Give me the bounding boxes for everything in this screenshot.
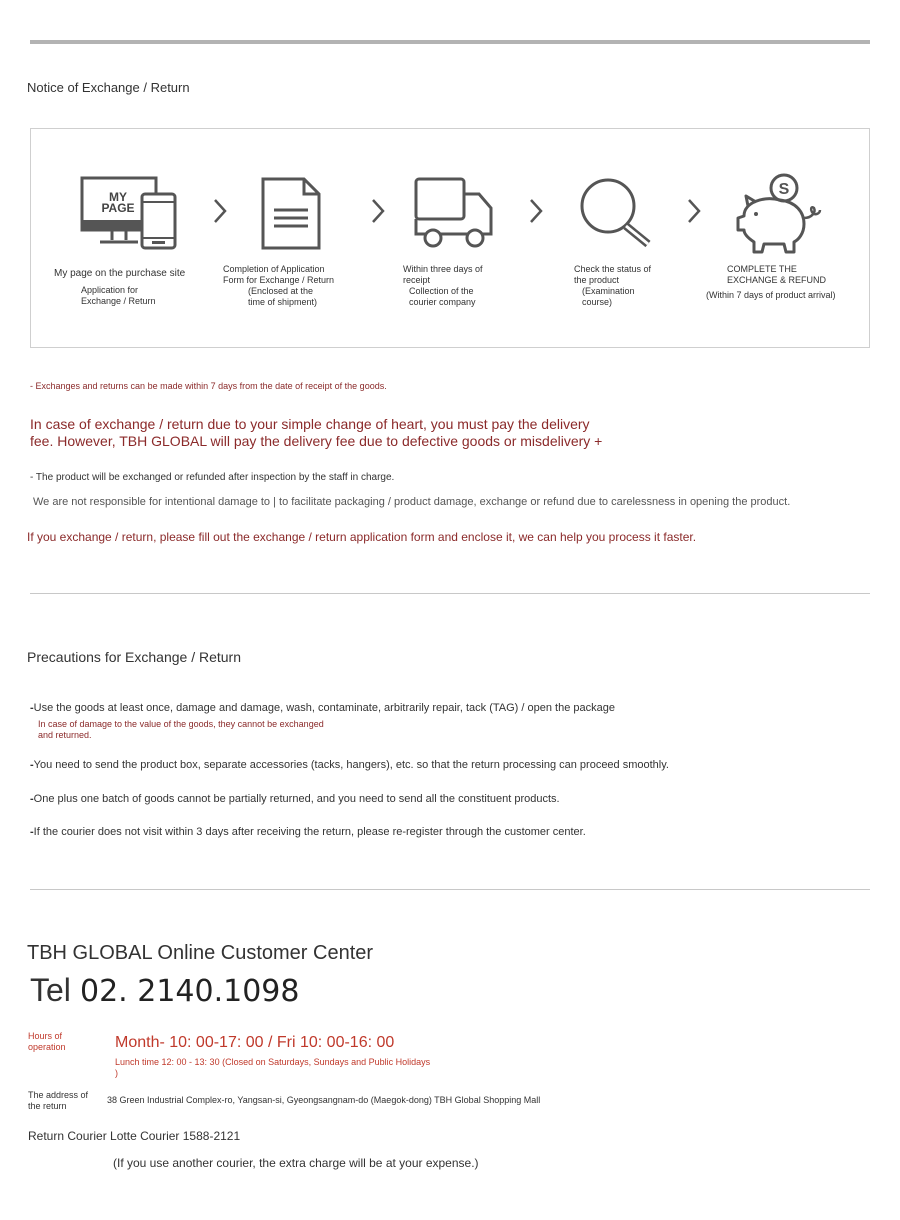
step-5-caption — [706, 264, 836, 301]
lunch-line-2: ) — [115, 1068, 118, 1078]
precaution-1-subnote — [38, 719, 324, 741]
chevron-right-icon — [686, 196, 702, 231]
step-5-line-2: EXCHANGE & REFUND — [727, 275, 827, 285]
address-label-line-1: The address of — [28, 1090, 89, 1100]
chevron-right-icon — [212, 196, 228, 231]
step-2-line-1: Completion of Application — [223, 264, 325, 274]
step-5-line-1: COMPLETE THE — [727, 264, 797, 274]
monitor-phone-icon — [80, 176, 180, 252]
step-4-caption — [574, 264, 651, 308]
return-address: 38 Green Industrial Complex-ro, Yangsan-si, Gyeongsangnam-do (Maegok-dong) TBH Global Shopping Mall — [107, 1095, 541, 1105]
precaution-item: -You need to send the product box, separate accessories (tacks, hangers), etc. so that the return processing can proceed smoothly. — [30, 759, 669, 771]
step-4-line-2: the product — [574, 275, 620, 285]
note-inspection: - The product will be exchanged or refunded after inspection by the staff in charge. — [30, 472, 395, 483]
precaution-3-text: One plus one batch of goods cannot be partially returned, and you need to send all the constituent products. — [33, 793, 560, 805]
precaution-4-text: If the courier does not visit within 3 days after receiving the return, please re-register through the customer center. — [33, 826, 586, 838]
step-3-caption — [403, 264, 483, 308]
note-delivery-fee — [30, 416, 670, 450]
step-3-line-1: Within three days of — [403, 264, 483, 274]
piggy-bank-icon — [734, 172, 824, 256]
step-2-caption — [223, 264, 334, 308]
hours-label — [28, 1031, 66, 1053]
hours-label-line-1: Hours of — [28, 1031, 63, 1041]
precaution-1-sub-line-1: In case of damage to the value of the goods, they cannot be exchanged — [38, 719, 324, 729]
precaution-2-text: You need to send the product box, separate accessories (tacks, hangers), etc. so that the return processing can proceed smoothly. — [33, 759, 669, 771]
customer-center-title: TBH GLOBAL Online Customer Center — [27, 942, 374, 964]
section-divider — [30, 593, 870, 594]
precaution-item: -Use the goods at least once, damage and damage, wash, contaminate, arbitrarily repair, tack (TAG) / open the package — [30, 702, 615, 714]
step-2-line-2: Form for Exchange / Return — [223, 275, 335, 285]
step-4-line-4: course) — [582, 297, 613, 307]
return-courier — [28, 1129, 240, 1143]
precaution-item: -One plus one batch of goods cannot be partially returned, and you need to send all the constituent products. — [30, 793, 560, 805]
note-exchange-days: - Exchanges and returns can be made within 7 days from the date of receipt of the goods. — [30, 381, 387, 391]
step-4-line-1: Check the status of — [574, 264, 652, 274]
hours-label-line-2: operation — [28, 1042, 66, 1052]
lunch-line-1: Lunch time 12: 00 - 13: 30 (Closed on Saturdays, Sundays and Public Holidays — [115, 1057, 431, 1067]
tel-label: Tel — [30, 972, 71, 1008]
section-divider — [30, 889, 870, 890]
note-application-form: If you exchange / return, please fill out the exchange / return application form and enclose it, we can help you process it faster. — [27, 530, 697, 544]
precaution-item: -If the courier does not visit within 3 days after receiving the return, please re-register through the customer center. — [30, 826, 586, 838]
document-icon — [260, 176, 322, 252]
step-1-line-1: My page on the purchase site — [54, 268, 186, 279]
chevron-right-icon — [528, 196, 544, 231]
note-damage: We are not responsible for intentional damage to | to facilitate packaging / product damage, exchange or refund due to carelessness in opening the product. — [33, 496, 791, 508]
dollar-coin-text: S — [778, 181, 790, 198]
step-5-line-3: (Within 7 days of product arrival) — [706, 290, 836, 300]
step-4-line-3: (Examination — [582, 286, 635, 296]
magnifier-icon — [578, 176, 654, 250]
note-delivery-fee-line-1: In case of exchange / return due to your simple change of heart, you must pay the delivery — [30, 416, 590, 432]
lunch-time — [115, 1057, 430, 1079]
precaution-1-sub-line-2: and returned. — [38, 730, 92, 740]
top-divider — [30, 40, 870, 44]
step-1-line-2: Application for — [81, 285, 139, 295]
step-3-line-2: receipt — [403, 275, 431, 285]
mypage-icon-text-2: PAGE — [101, 201, 135, 215]
courier-value: Lotte Courier 1588-2121 — [110, 1129, 241, 1143]
tel-number: 02. 2140.1098 — [80, 974, 300, 1009]
step-2-line-3: (Enclosed at the — [248, 286, 314, 296]
precautions-title: Precautions for Exchange / Return — [27, 649, 242, 665]
address-label — [28, 1090, 88, 1112]
courier-label: Return Courier — [28, 1129, 107, 1143]
truck-icon — [413, 176, 495, 250]
precaution-1-text: Use the goods at least once, damage and damage, wash, contaminate, arbitrarily repair, tack (TAG) / open the package — [33, 702, 615, 714]
mypage-icon-text-1: MY — [109, 190, 127, 204]
hours-main: Month- 10: 00-17: 00 / Fri 10: 00-16: 00 — [115, 1034, 395, 1051]
step-1-caption — [54, 268, 185, 307]
step-3-line-4: courier company — [409, 297, 476, 307]
step-2-line-4: time of shipment) — [248, 297, 318, 307]
notice-title: Notice of Exchange / Return — [27, 80, 190, 95]
step-1-line-3: Exchange / Return — [81, 296, 156, 306]
courier-note: (If you use another courier, the extra charge will be at your expense.) — [113, 1156, 479, 1170]
address-label-line-2: the return — [28, 1101, 67, 1111]
step-3-line-3: Collection of the — [409, 286, 474, 296]
note-delivery-fee-line-2: fee. However, TBH GLOBAL will pay the delivery fee due to defective goods or misdelivery + — [30, 433, 603, 449]
chevron-right-icon — [370, 196, 386, 231]
